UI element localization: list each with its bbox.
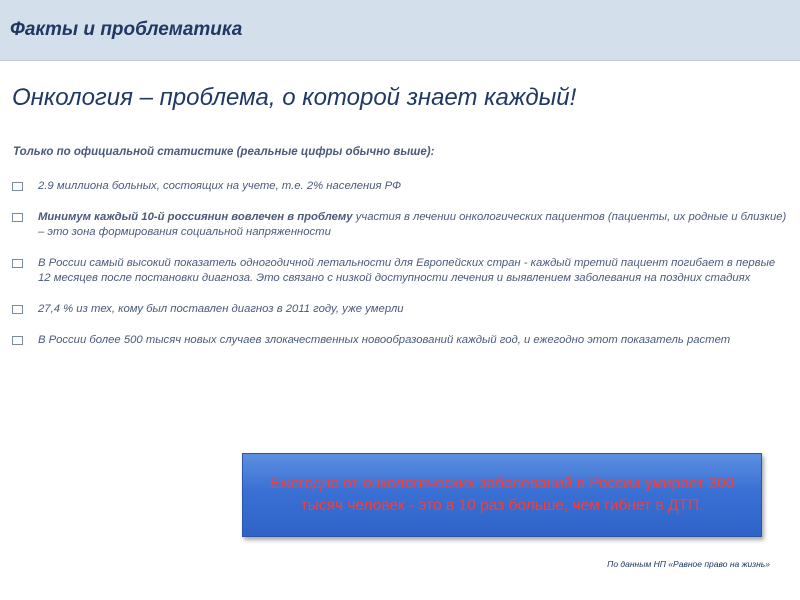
- fact-item: [12, 333, 787, 348]
- checkbox-bullet-icon: [12, 259, 23, 268]
- fact-item: [12, 210, 787, 240]
- fact-text: [38, 179, 787, 194]
- fact-item: [12, 179, 787, 194]
- fact-item: [12, 256, 787, 286]
- statistics-intro: Только по официальной статистике (реальные цифры обычно выше):: [13, 146, 435, 158]
- header-divider: [0, 60, 800, 61]
- slide-main-title: Онкология – проблема, о которой знает каждый!: [12, 84, 577, 111]
- checkbox-bullet-icon: [12, 336, 23, 345]
- fact-text: [38, 210, 787, 240]
- fact-body: 2.9 миллиона больных, состоящих на учете, т.е. 2% населения РФ: [38, 180, 402, 192]
- fact-item: [12, 302, 787, 317]
- fact-body: 27,4 % из тех, кому был поставлен диагноз в 2011 году, уже умерли: [38, 303, 404, 315]
- checkbox-bullet-icon: [12, 305, 23, 314]
- fact-body: В России самый высокий показатель одногодичной летальности для Европейских стран - каждый третий пациент погибает в первые 12 месяцев после постановки диагноза. Это связано с низкой доступности лечения и выявлением заболевания на поздних стадиях: [38, 257, 776, 284]
- facts-list: [12, 179, 787, 364]
- mortality-callout-box: [242, 453, 762, 537]
- fact-text: [38, 256, 787, 286]
- fact-text: [38, 302, 787, 317]
- fact-body: В России более 500 тысяч новых случаев злокачественных новообразований каждый год, и ежегодно этот показатель растет: [38, 334, 731, 346]
- source-note: По данным НП «Равное право на жизнь»: [607, 559, 770, 569]
- fact-text: [38, 333, 787, 348]
- checkbox-bullet-icon: [12, 182, 23, 191]
- fact-body: участия в лечении онкологических пациентов (пациенты, их родные и близкие) – это зона формирования социальной напряженности: [38, 211, 787, 238]
- fact-emphasis: Минимум каждый 10-й россиянин вовлечен в проблему: [38, 211, 353, 223]
- checkbox-bullet-icon: [12, 213, 23, 222]
- callout-text: Ежегодно от онкологических заболеваний в России умирает 300 тысяч человек - это в 10 раз больше, чем гибнет в ДТП.: [269, 475, 735, 514]
- slide-header-title: Факты и проблематика: [10, 19, 243, 40]
